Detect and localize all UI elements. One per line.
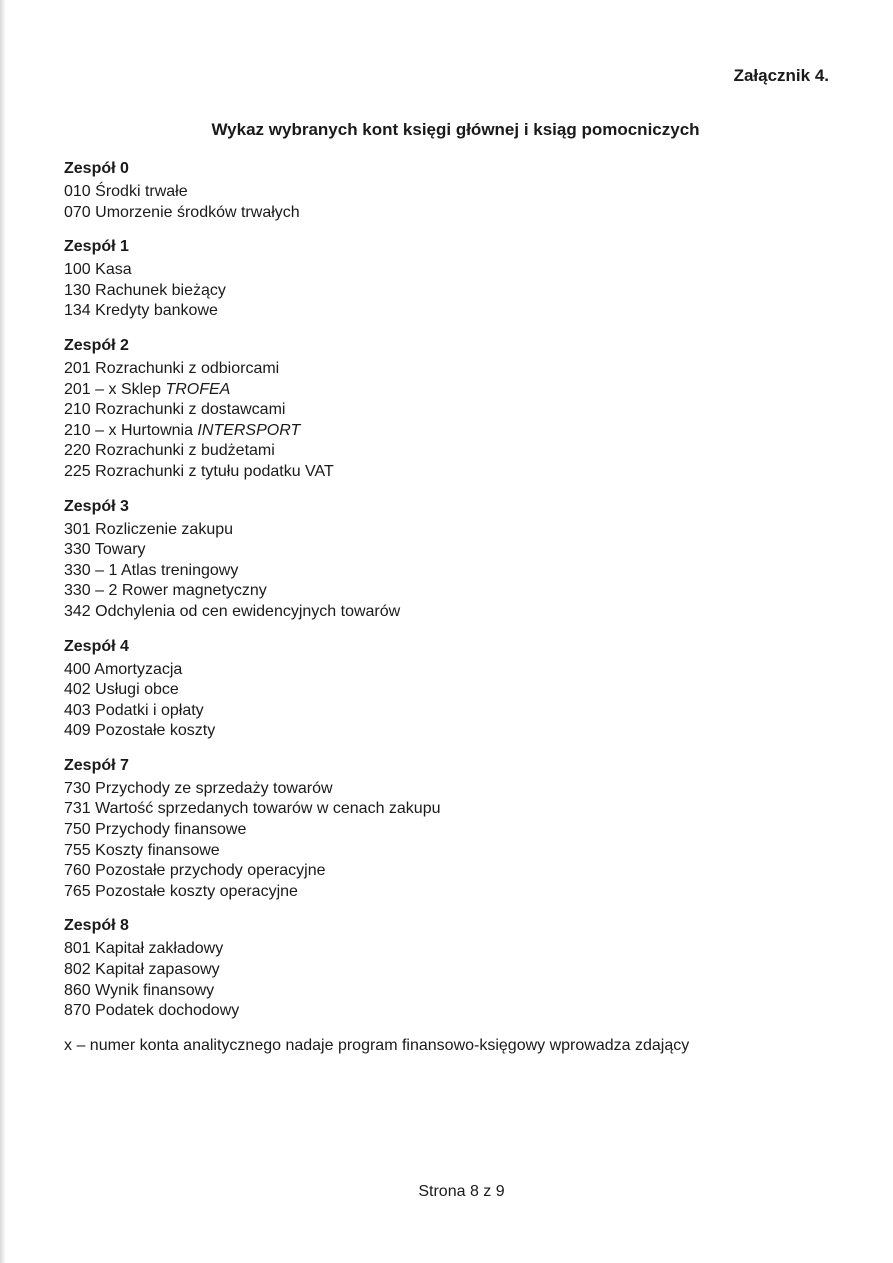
group-title: Zespół 0 xyxy=(64,160,129,177)
account-code: 210 – x xyxy=(64,421,117,439)
account-group xyxy=(64,915,844,1021)
account-code: 750 xyxy=(64,821,91,839)
account-name: Towary xyxy=(94,541,146,559)
account-name: Rozrachunki z dostawcami xyxy=(95,401,286,419)
account-name: Sklep xyxy=(120,380,161,398)
account-name: Pozostałe koszty operacyjne xyxy=(95,882,298,900)
account-code: 731 xyxy=(64,800,91,818)
account-code: 070 xyxy=(64,203,91,221)
account-name: Rozrachunki z budżetami xyxy=(95,442,275,460)
account-name: Rozrachunki z tytułu podatku VAT xyxy=(95,462,334,480)
account-entry xyxy=(64,721,844,742)
account-group xyxy=(64,158,844,223)
account-entry xyxy=(64,602,844,623)
account-name: Podatki i opłaty xyxy=(95,701,204,719)
account-name: Rachunek bieżący xyxy=(95,281,226,299)
account-name: Umorzenie środków trwałych xyxy=(95,203,300,221)
account-group xyxy=(64,496,844,623)
account-code: 730 xyxy=(64,779,91,797)
account-code: 400 xyxy=(64,660,91,678)
account-group xyxy=(64,636,844,742)
account-entry xyxy=(64,380,844,401)
account-name: Koszty finansowe xyxy=(95,841,220,859)
account-entry xyxy=(64,359,844,380)
account-name: Podatek dochodowy xyxy=(95,1002,240,1020)
attachment-label: Załącznik 4. xyxy=(733,66,829,85)
account-name: Usługi obce xyxy=(95,681,179,699)
account-code: 330 – 1 xyxy=(64,561,118,579)
account-entry xyxy=(64,799,844,820)
account-entry xyxy=(64,281,844,302)
account-name: Kasa xyxy=(95,261,132,279)
group-title: Zespół 4 xyxy=(64,637,129,655)
account-code: 402 xyxy=(64,681,91,699)
account-code: 342 xyxy=(64,602,91,620)
account-entry xyxy=(64,301,844,322)
account-name: Przychody ze sprzedaży towarów xyxy=(95,779,333,797)
account-code: 801 xyxy=(64,940,91,958)
account-entry xyxy=(64,981,844,1002)
account-name: Wartość sprzedanych towarów w cenach zakupu xyxy=(95,800,441,818)
account-code: 860 xyxy=(64,981,91,999)
account-name: Atlas treningowy xyxy=(120,561,239,579)
group-title: Zespół 8 xyxy=(64,917,129,935)
account-code: 330 – 2 xyxy=(64,582,118,600)
account-code: 201 xyxy=(64,359,91,377)
account-name: Hurtownia xyxy=(120,421,193,439)
page-edge-shadow xyxy=(0,0,6,1263)
account-name: Przychody finansowe xyxy=(95,821,247,839)
group-title: Zespół 2 xyxy=(64,336,129,354)
account-entry xyxy=(64,441,844,462)
account-code: 870 xyxy=(64,1002,91,1020)
account-code: 010 xyxy=(64,183,91,200)
account-name: Odchylenia od cen ewidencyjnych towarów xyxy=(95,602,401,620)
account-group xyxy=(64,755,844,903)
account-entry xyxy=(64,203,844,224)
account-entry xyxy=(64,182,844,203)
page-number: Strona 8 z 9 xyxy=(418,1183,505,1200)
account-name: Kredyty bankowe xyxy=(95,302,218,320)
account-entry xyxy=(64,400,844,421)
account-name: Rozliczenie zakupu xyxy=(95,520,234,538)
account-code: 301 xyxy=(64,520,91,538)
group-title: Zespół 1 xyxy=(64,238,129,256)
account-name: Kapitał zakładowy xyxy=(95,940,224,958)
account-name: Rozrachunki z odbiorcami xyxy=(95,359,280,377)
account-code: 225 xyxy=(64,462,91,480)
account-name: Pozostałe koszty xyxy=(95,722,216,740)
account-code: 210 xyxy=(64,401,91,419)
account-entry xyxy=(64,701,844,722)
account-name: Wynik finansowy xyxy=(95,981,215,999)
account-entry xyxy=(64,1001,844,1022)
account-entry xyxy=(64,779,844,800)
account-code: 802 xyxy=(64,961,91,979)
account-name: Kapitał zapasowy xyxy=(95,961,220,979)
account-name: Środki trwałe xyxy=(95,183,188,200)
account-code: 130 xyxy=(64,281,91,299)
account-entry xyxy=(64,660,844,681)
account-entry xyxy=(64,680,844,701)
account-name-italic: INTERSPORT xyxy=(197,421,301,439)
account-entry xyxy=(64,841,844,862)
account-list xyxy=(64,158,844,1057)
account-code: 403 xyxy=(64,701,91,719)
account-entry xyxy=(64,561,844,582)
account-entry xyxy=(64,520,844,541)
account-code: 755 xyxy=(64,841,91,859)
account-code: 100 xyxy=(64,261,91,279)
account-entry xyxy=(64,540,844,561)
footnote: x – numer konta analitycznego nadaje program finansowo-księgowy wprowadza zdający xyxy=(64,1036,690,1054)
account-name: Pozostałe przychody operacyjne xyxy=(95,862,326,880)
account-code: 134 xyxy=(64,302,91,320)
account-code: 760 xyxy=(64,862,91,880)
document-title: Wykaz wybranych kont księgi głównej i ksiąg pomocniczych xyxy=(211,120,700,139)
account-name: Amortyzacja xyxy=(94,660,183,678)
account-code: 330 xyxy=(64,541,91,559)
account-code: 220 xyxy=(64,442,91,460)
account-entry xyxy=(64,260,844,281)
account-group xyxy=(64,236,844,322)
account-entry xyxy=(64,421,844,442)
group-title: Zespół 7 xyxy=(64,756,129,774)
account-code: 201 – x xyxy=(64,380,117,398)
account-entry xyxy=(64,861,844,882)
account-group xyxy=(64,335,844,483)
account-entry xyxy=(64,939,844,960)
account-entry xyxy=(64,820,844,841)
group-title: Zespół 3 xyxy=(64,497,129,515)
account-entry xyxy=(64,581,844,602)
account-entry xyxy=(64,462,844,483)
account-name: Rower magnetyczny xyxy=(121,582,267,600)
account-name-italic: TROFEA xyxy=(165,380,231,398)
account-code: 409 xyxy=(64,722,91,740)
account-entry xyxy=(64,882,844,903)
account-entry xyxy=(64,960,844,981)
account-code: 765 xyxy=(64,882,91,900)
